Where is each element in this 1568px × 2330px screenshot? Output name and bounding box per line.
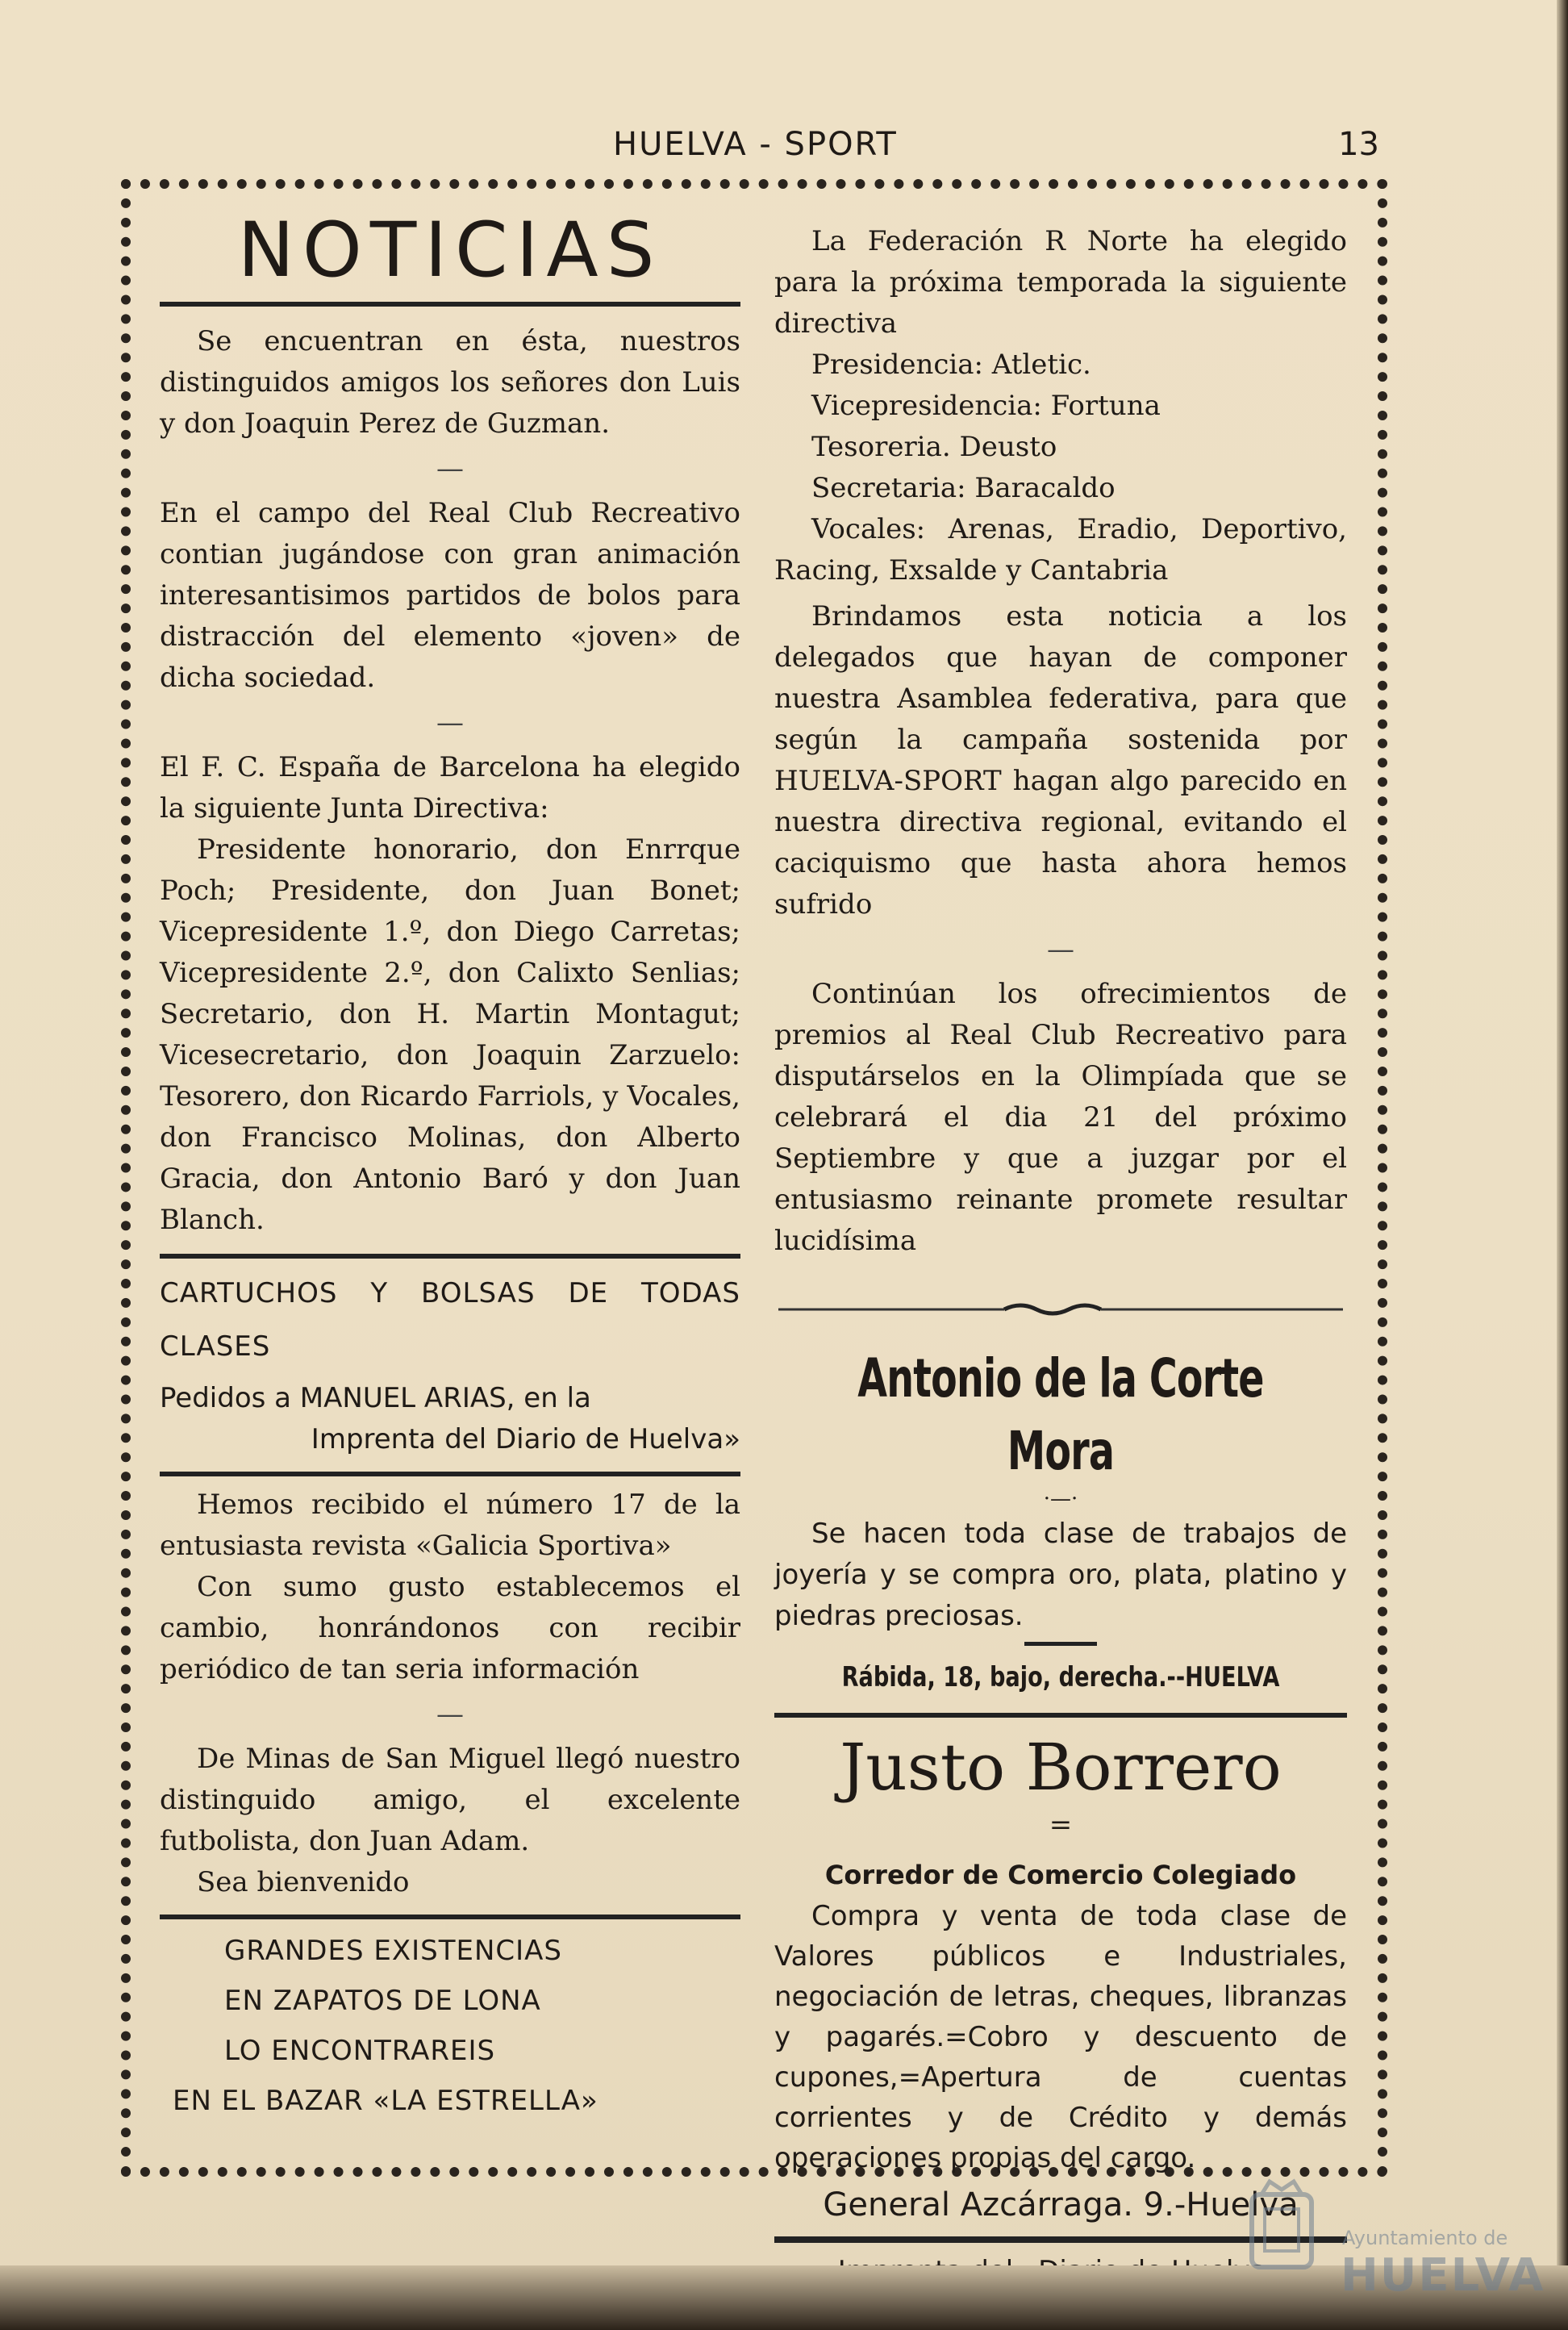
board-presidencia: Presidencia: Atletic. — [811, 349, 1091, 381]
ad-bazar-line2: EN ZAPATOS DE LONA — [224, 1985, 541, 2017]
news-item-olimpiada: Continúan los ofrecimientos de premios al Real Club Recreativo para disputárselos en la Olimpíada que se celebrará el dia 21 del próximo Septiembre y que a juzgar por el entusiasmo reinante promete resultar lucidísima — [774, 978, 1347, 1257]
board-vicepresidencia: Vicepresidencia: Fortuna — [811, 390, 1161, 422]
ad-broker-text: Compra y venta de toda clase de Valores públicos e Industriales, negociación de letras, cheques, libranzas y pagarés.=Cobro y descuento de cupones,=Apertura de cuentas corrientes y de Crédito y demás operaciones propias del cargo. — [774, 1900, 1347, 2174]
board-vocales: Vocales: Arenas, Eradio, Deportivo, Racing, Exsalde y Cantabria — [774, 513, 1347, 587]
short-rule — [1024, 1642, 1097, 1646]
news-item-galicia: Hemos recibido el número 17 de la entusiasta revista «Galicia Sportiva» — [160, 1489, 740, 1562]
watermark-line1: Ayuntamiento de — [1342, 2227, 1508, 2249]
news-item-bolos: En el campo del Real Club Recreativo contian jugándose con gran animación interesantisimos partidos de bolos para distracción del elemento «joven» de dicha sociedad. — [160, 497, 740, 694]
archive-watermark — [1237, 2178, 1568, 2315]
ad-broker-name: Justo Borrero — [840, 1730, 1282, 1805]
ad-broker-address: General Azcárraga. 9.-Huelva — [823, 2186, 1299, 2224]
page-edge-shadow — [1557, 0, 1568, 2330]
page-number: 13 — [1338, 126, 1379, 163]
ad-cartuchos-order: Pedidos a MANUEL ARIAS, en la — [160, 1382, 591, 1414]
ad-cartuchos-printer: Imprenta del Diario de Huelva» — [311, 1423, 740, 1455]
news-item-minas: De Minas de San Miguel llegó nuestro distinguido amigo, el excelente futbolista, don Juan Adam. — [160, 1743, 740, 1857]
news-item-galicia-exchange: Con sumo gusto establecemos el cambio, honrándonos con recibir periódico de tan seria información — [160, 1571, 740, 1685]
news-item-guests: Se encuentran en ésta, nuestros distinguidos amigos los señores don Luis y don Joaquin Perez de Guzman. — [160, 325, 740, 440]
ad-bazar-line3: LO ENCONTRAREIS — [224, 2035, 496, 2067]
running-title: HUELVA - SPORT — [613, 126, 898, 163]
section-rule — [160, 1472, 740, 1476]
ad-jeweler-name: Antonio de la Corte Mora — [857, 1347, 1264, 1482]
heading-rule — [160, 302, 740, 307]
watermark-line2: HUELVA — [1341, 2249, 1545, 2302]
section-rule — [160, 1915, 740, 1919]
ad-bazar-line1: GRANDES EXISTENCIAS — [224, 1935, 563, 1967]
news-item-espana-intro: El F. C. España de Barcelona ha elegido la siguiente Junta Directiva: — [160, 751, 740, 825]
ad-cartuchos-title: CARTUCHOS Y BOLSAS DE TODAS CLASES — [160, 1277, 740, 1363]
section-rule — [774, 1713, 1347, 1718]
news-item-espana-board: Presidente honorario, don Enrrque Poch; Presidente, don Juan Bonet; Vicepresidente 1.º, don Diego Carretas; Vicepresidente 2.º, don Calixto Senlias; Secretario, don H. Martin Montagut; Vicesecretario, don Joaquin Zarzuelo: Tesorero, don Ricardo Farriols, y Vocales, don Francisco Molinas, don Alberto Gracia, don Antonio Baró y don Juan Blanch. — [160, 833, 740, 1236]
board-tesoreria: Tesoreria. Deusto — [811, 431, 1057, 463]
ad-jeweler-text: Se hacen toda clase de trabajos de joyería y se compra oro, plata, platino y piedras preciosas. — [774, 1518, 1347, 1632]
section-heading: NOTICIAS — [237, 207, 663, 294]
ad-jeweler-address: Rábida, 18, bajo, derecha.--HUELVA — [841, 1661, 1280, 1693]
separator-dash: — — [436, 707, 464, 739]
section-rule — [160, 1254, 740, 1259]
ad-bazar-line4: EN EL BAZAR «LA ESTRELLA» — [173, 2085, 598, 2117]
left-column — [160, 203, 740, 2126]
ad-broker-title: Corredor de Comercio Colegiado — [824, 1860, 1297, 1890]
separator-dash: — — [436, 1698, 464, 1731]
coat-of-arms-icon — [1237, 2178, 1326, 2299]
right-column — [774, 221, 1347, 2292]
ornamental-divider — [774, 1294, 1347, 1326]
wave-ornament — [778, 1301, 1343, 1317]
news-item-welcome: Sea bienvenido — [197, 1866, 410, 1898]
news-item-federacion: La Federación R Norte ha elegido para la próxima temporada la siguiente directiva — [774, 225, 1347, 340]
news-item-asamblea: Brindamos esta noticia a los delegados que hayan de componer nuestra Asamblea federativa, para que según la campaña sostenida por HUELVA-SPORT hagan algo parecido en nuestra directiva regional, evitando el caciquismo que hasta ahora hemos sufrido — [774, 600, 1347, 921]
board-secretaria: Secretaria: Baracaldo — [811, 472, 1116, 504]
separator-dash: — — [1047, 933, 1074, 966]
ad-broker-eq: = — [1049, 1809, 1073, 1841]
page-header — [121, 126, 1379, 166]
ad-jeweler-mark: ·—· — [1043, 1487, 1078, 1511]
separator-dash: — — [436, 453, 464, 485]
